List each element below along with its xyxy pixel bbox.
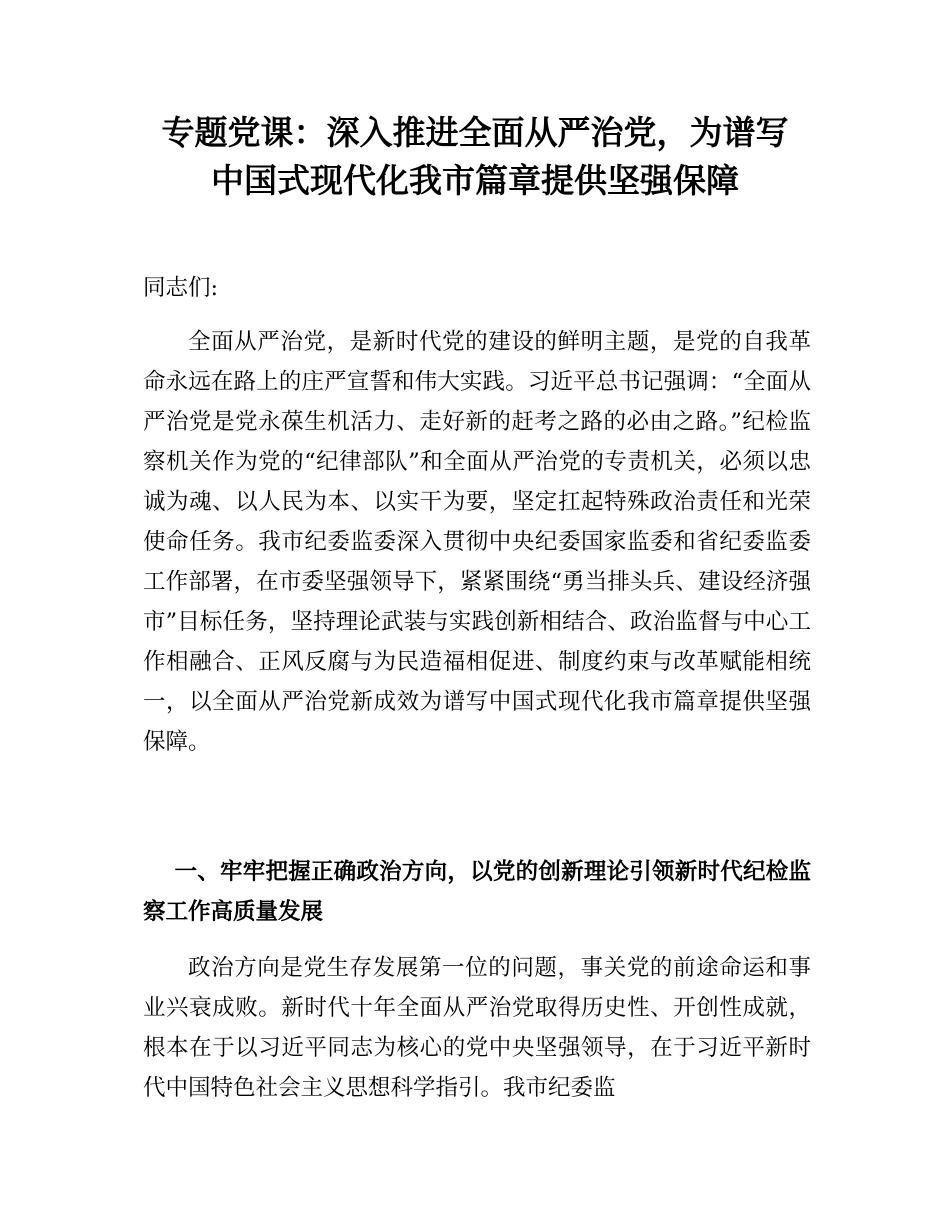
title-line-2: 中国式现代化我市篇章提供坚强保障 [211,161,739,200]
title-line-1: 专题党课：深入推进全面从严治党，为谱写 [161,113,789,152]
paragraph-section-1: 政治方向是党生存发展第一位的问题，事关党的前途命运和事业兴衰成败。新时代十年全面从严治党取得历史性、开创性成就，根本在于以习近平同志为核心的党中央坚强领导，在于习近平新时代中国特色社会主义思想科学指引。我市纪委监 [143,955,811,1101]
document-title [100,109,850,205]
section-heading-1: 一、牢牢把握正确政治方向，以党的创新理论引领新时代纪检监察工作高质量发展 [143,859,811,925]
paragraph-intro: 全面从严治党，是新时代党的建设的鲜明主题，是党的自我革命永远在路上的庄严宣誓和伟大实践。习近平总书记强调：“全面从严治党是党永葆生机活力、走好新的赶考之路的必由之路。”纪检监察机关作为党的“纪律部队”和全面从严治党的专责机关，必须以忠诚为魂、以人民为本、以实干为要，坚定扛起特殊政治责任和光荣使命任务。我市纪委监委深入贯彻中央纪委国家监委和省纪委监委工作部署，在市委坚强领导下，紧紧围绕“勇当排头兵、建设经济强市”目标任务，坚持理论武装与实践创新相结合、政治监督与中心工作相融合、正风反腐与为民造福相促进、制度约束与改革赋能相统一，以全面从严治党新成效为谱写中国式现代化我市篇章提供坚强保障。 [143,329,811,755]
salutation: 同志们: [143,275,219,301]
